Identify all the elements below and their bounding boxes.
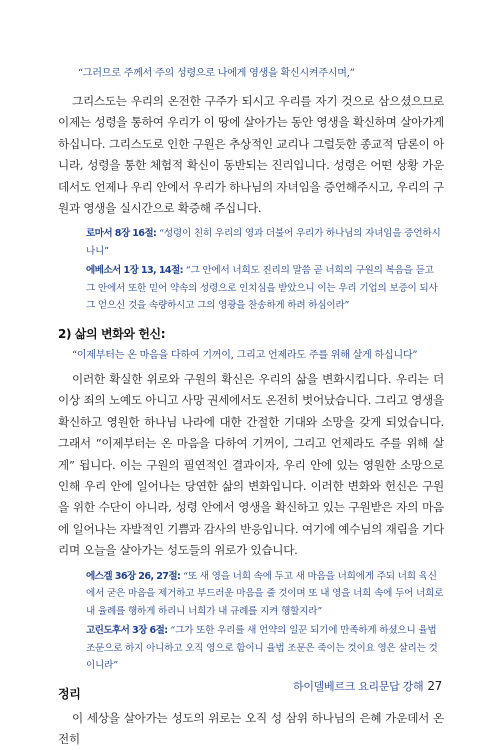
verse-ezekiel (86, 568, 444, 621)
verse-ref: 고린도후서 3장 6절: (86, 625, 168, 637)
top-quote: “그러므로 주께서 주의 성령으로 나에게 영생을 확신시켜주시며,” (78, 68, 355, 79)
verse-ref: 에베소서 1장 13, 14절: (86, 265, 183, 277)
page-number: 27 (427, 679, 442, 693)
page-footer (293, 678, 442, 694)
section-heading-2: 2) 삶의 변화와 헌신: (58, 326, 166, 341)
verse-text: “그 안에서 너희도 진리의 말씀 곧 너희의 구원의 복음을 듣고 그 안에서 또한 믿어 약속의 성령으로 인치심을 받았으니 이는 우리 기업의 보증이 되사 그 얻으신 것을 속량하시고 그의 영광을 찬송하게 하려 하심이라” (86, 265, 438, 312)
verse-romans (86, 225, 444, 260)
verse-2corinthians (86, 622, 444, 675)
verse-ref: 에스겔 36장 26, 27절: (86, 570, 181, 582)
verse-text: “그가 또한 우리를 새 언약의 일꾼 되기에 만족하게 하셨으니 율법 조문으로 하지 아니하고 오직 영으로 함이니 율법 조문은 죽이는 것이요 영은 살리는 것이니라” (86, 625, 438, 672)
verse-text: “성령이 친히 우리의 영과 더불어 우리가 하나님의 자녀임을 증언하시나니” (86, 228, 441, 257)
paragraph-3: 이 세상을 살아가는 성도의 위로는 오직 성 삼위 하나님의 은혜 가운데서 온전히 (58, 710, 444, 746)
section-quote-2: “이제부터는 온 마음을 다하여 기꺼이, 그리고 언제라도 주를 위해 살게 하십니다” (72, 349, 418, 361)
book-title: 하이델베르크 요리문답 강해 (293, 680, 424, 693)
section-heading-summary: 정리 (58, 686, 81, 701)
verse-text: “또 새 영을 너희 속에 두고 새 마음을 너희에게 주되 너희 육신에서 굳은 마음을 제거하고 부드러운 마음을 줄 것이며 또 내 영을 너희 속에 두어 너희로 내 율례를 행하게 하리니 너희가 내 규례를 지켜 행할지라” (86, 570, 444, 617)
paragraph-2: 이러한 확실한 위로와 구원의 확신은 우리의 삶을 변화시킵니다. 우리는 더 이상 죄의 노예도 아니고 사망 권세에서도 온전히 벗어났습니다. 그리고 영생을 확신하고 영원한 하나님 나라에 대한 간절한 기대와 소망을 갖게 되었습니다. 그래서 “이제부터는 온 마음을 다하여 기꺼이, 그리고 언제라도 주를 위해 살게” 됩니다. 이는 구원의 필연적인 결과이자, 우리 안에 있는 영원한 소망으로 인해 우리 안에 일어나는 당연한 삶의 변화입니다. 이러한 변화와 헌신은 구원을 위한 수단이 아니라, 성령 안에서 영생을 확신하고 있는 구원받은 자의 마음에 일어나는 자발적인 기쁨과 감사의 반응입니다. 여기에 예수님의 재림을 기다리며 오늘을 살아가는 성도들의 위로가 있습니다. (58, 371, 444, 558)
verse-block-2 (86, 568, 444, 675)
paragraph-1: 그리스도는 우리의 온전한 구주가 되시고 우리를 자기 것으로 삼으셨으므로 이제는 성령을 통하여 우리가 이 땅에 살아가는 동안 영생을 확신하며 살아가게 하십니다. 그리스도로 인한 구원은 추상적인 교리나 그럴듯한 종교적 담론이 아니라, 성령을 통한 체험적 확신이 동반되는 진리입니다. 성령은 어떤 상황 가운데서도 언제나 우리 안에서 우리가 하나님의 자녀임을 증언해주시고, 우리의 구원과 영생을 실시간으로 확증해 주십니다. (58, 94, 444, 216)
verse-ref: 로마서 8장 16절: (86, 228, 157, 240)
verse-block-1 (86, 225, 444, 315)
verse-ephesians (86, 262, 444, 315)
